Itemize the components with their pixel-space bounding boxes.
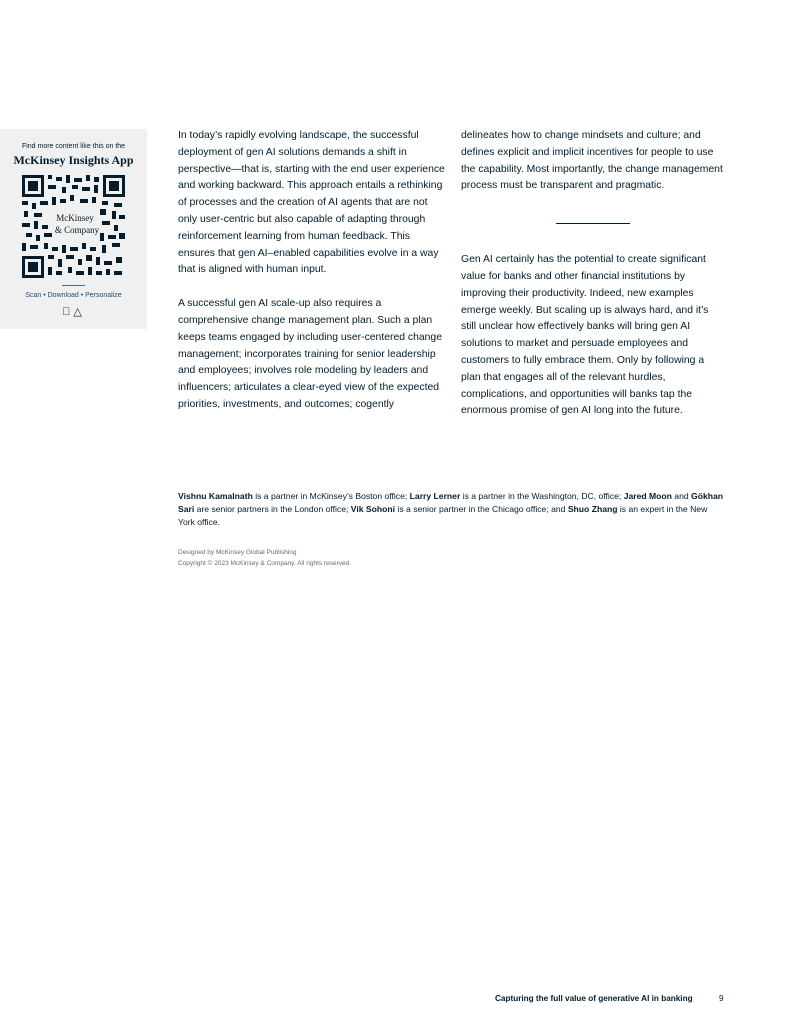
author-name: Vishnu Kamalnath	[178, 491, 253, 501]
insights-app-promo	[0, 129, 147, 329]
promo-tagline: Scan • Download • Personalize	[25, 292, 122, 299]
page-number: 9	[719, 994, 724, 1003]
author-bios: Vishnu Kamalnath is a partner in McKinsey’s Boston office; Larry Lerner is a partner in the Washington, DC, office; Jared Moon and Gökhan Sari are senior partners in the London office; Vik Sohoni is a senior partner in the Chicago office; and Shuo Zhang is an expert in the New York office.	[178, 491, 724, 528]
article-column-1	[178, 128, 448, 414]
article-column-2	[461, 128, 723, 420]
promo-find-text: Find more content like this on the	[21, 143, 126, 150]
copyright: Copyright © 2023 McKinsey & Company. All rights reserved.	[178, 559, 352, 567]
running-footer-title: Capturing the full value of generative AI in banking	[495, 994, 693, 1003]
promo-app-name: McKinsey Insights App	[13, 153, 134, 167]
section-divider	[556, 223, 630, 224]
qr-logo-line2: & Company	[54, 225, 100, 235]
author-name: Jared Moon	[623, 491, 672, 501]
designed-by: Designed by McKinsey Global Publishing	[178, 549, 297, 556]
android-icon[interactable]: △	[67, 306, 80, 318]
store-icons	[0, 305, 147, 318]
author-name: Vik Sohoni	[350, 504, 396, 515]
paragraph: Gen AI certainly has the potential to create significant value for banks and other financial institutions by improving their productivity. Indeed, new examples emerge weekly. But scaling up is always hard, and it’s still unclear how effectively banks will bring gen AI solutions to market and persuade employees and customers to fully embrace them. Only by following a plan that engages all of the relevant hurdles, complications, and opportunities will banks tap the enormous promise of gen AI long into the future.	[461, 254, 709, 417]
paragraph: A successful gen AI scale-up also requires a comprehensive change management plan. Such a plan keeps teams engaged by including user-centered change management; incorporates training for senior leadership and employees; involves role modeling by leaders and influencers; articulates a clear-eyed view of the expected priorities, investments, and outcomes; cogently	[178, 298, 442, 410]
apple-icon[interactable]	[62, 306, 73, 318]
promo-divider	[62, 285, 85, 286]
paragraph: delineates how to change mindsets and culture; and defines explicit and implicit incentives for people to use the capability. Most importantly, the change management process must be transparent and pragmatic.	[461, 130, 723, 192]
author-name: Gökhan Sari	[178, 491, 724, 515]
publishing-credits	[178, 548, 351, 569]
qr-code[interactable]	[22, 175, 125, 278]
paragraph: In today’s rapidly evolving landscape, the successful deployment of gen AI solutions demands a shift in perspective—that is, starting with the end user experience and working backward. This approach entails a rethinking of processes and the creation of AI agents that are not only user-centric but also capable of adapting through reinforcement learning from human feedback. This ensures that gen AI–enabled capabilities evolve in a way that is aligned with human input.	[178, 130, 445, 276]
author-name: Shuo Zhang	[567, 504, 618, 515]
qr-logo-line1: McKinsey	[56, 213, 94, 223]
author-name: Larry Lerner	[409, 491, 461, 501]
